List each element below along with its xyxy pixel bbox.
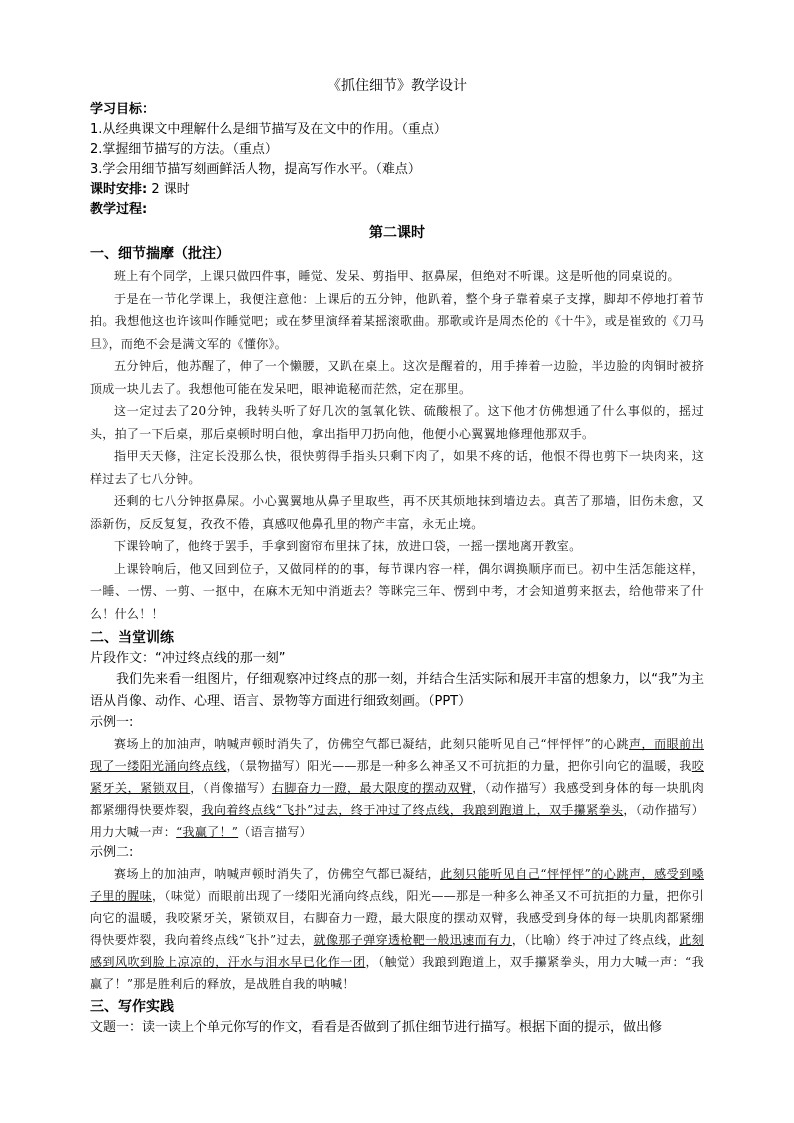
example2-underlined: 此刻只能听见自己“怦怦怦”的心跳声，感受到嗓子里的腥味: [90, 867, 704, 903]
lesson-title: 第二课时: [369, 225, 425, 241]
section3-text: 文题一：读一读上个单元你写的作文，看看是否做到了抓住细节进行描写。根据下面的提示，做出修: [90, 1020, 663, 1035]
section3-heading: 三、写作实践: [90, 999, 174, 1015]
example2-label: 示例二:: [90, 845, 134, 860]
section1-paragraph-7: 下课铃响了，他终于罢手，手拿到窗帘布里抹了抹，放进口袋，一摇一摆地离开教室。: [114, 539, 582, 553]
example1-underlined: 声，而眼前出现了一缕阳光涌向终点线: [90, 737, 704, 773]
section1-paragraph-2: 于是在一节化学课上，我便注意他：上课后的五分钟，他趴着，整个身子靠着桌子支撑，脚却不停地打着节拍。我想他这也许该叫作睡觉吧；或在梦里演绎着某摇滚歌曲。那歌或许是周杰伦的《十牛》，或是崔致的《刀马旦》，而绝不会是满文军的《懂你》。: [90, 291, 704, 351]
example1-label: 示例一:: [90, 715, 134, 730]
objective-item-2: 2.掌握细节描写的方法。（重点）: [90, 142, 278, 157]
section1-heading: 一、细节揣摩（批注）: [90, 246, 230, 262]
section1-paragraph-8: 上课铃响后，他又回到位子，又做同样的的事，每节课内容一样，偶尔调换顺序而已。初中生活怎能这样，一睡、一愣、一剪、一抠中，在麻木无知中消逝去？等眯完三年、愣到中考，才会知道剪来抠去，给他带来了什么！什么！！: [90, 561, 704, 621]
section1-paragraph-5: 指甲天天修，注定长没那么快，很快剪得手指头只剩下肉了，如果不疼的话，他恨不得也剪下一块肉来，这样过去了七八分钟。: [90, 449, 704, 486]
section1-paragraph-6: 还剩的七八分钟抠鼻屎。小心翼翼地从鼻子里取些，再不厌其烦地抹到墙边去。真苦了那墙，旧伤未愈，又添新伤，反反复复，孜孜不倦，真感叹他鼻孔里的物产丰富，永无止境。: [90, 494, 704, 531]
example2-segment: ，（触觉）我踉到跑道上，双手攥紧拳头，用力大喊一声：“我赢了！”那是胜利后的释放，是战胜自我的呐喊！: [90, 955, 704, 991]
document-page: [90, 74, 704, 1038]
section2-instruction: 我们先来看一组图片，仔细观察冲过终点的那一刻，并结合生活实际和展开丰富的想象力，以“我”为主语从肖像、动作、心理、语言、景物等方面进行细致刻画。（PPT）: [90, 672, 704, 709]
section1-paragraph-4: 这一定过去了20分钟，我转头听了好几次的氢氧化铁、硫酸根了。这下他才仿佛想通了什么事似的，摇过头，拍了一下后桌，那后桌顿时明白他，拿出指甲刀扔向他，他便小心翼翼地修理他那双手。: [90, 404, 704, 441]
example1-segment: （语言描写）: [238, 825, 312, 839]
example1-segment: ，（肖像描写）: [190, 781, 272, 795]
example1-segment: ，（景物描写）阳光——那是一种多么神圣又不可抗拒的力量，把你引向它的温暖，我: [226, 759, 692, 773]
example1-underlined: “我赢了！”: [176, 825, 239, 839]
example1-segment: ，（动作描写）用力大喊一声：: [90, 803, 704, 839]
example2-underlined: 此刻感到风吹到脸上凉凉的，汗水与泪水早已化作一团: [90, 933, 704, 969]
example1-text: [90, 733, 704, 843]
objective-item-1: 1.从经典课文中理解什么是细节描写及在文中的作用。（重点）: [90, 122, 447, 137]
section1-paragraph-1: 班上有个同学，上课只做四件事，睡觉、发呆、剪指甲、抠鼻屎，但绝对不听课。这是听他的同桌说的。: [114, 269, 680, 283]
example2-segment: ，（比喻）终于冲过了终点线，: [511, 933, 680, 947]
example2-segment: ，（味觉）而眼前出现了一缕阳光涌向终点线，阳光——那是一种多么神圣又不可抗拒的力量，把你引向它的温暖，我咬紧牙关，紧锁双目，右脚奋力一蹬，最大限度的摆动双臂，我感受到身体的每一块肌肉都紧绷得快要炸裂，我向着终点线“飞扑”过去，: [90, 889, 704, 947]
example2-segment: 赛场上的加油声，呐喊声顿时消失了，仿佛空气都已凝结，: [114, 867, 441, 881]
example1-segment: 赛场上的加油声，呐喊声顿时消失了，仿佛空气都已凝结，此刻只能听见自己“怦怦怦”的心跳: [114, 737, 629, 751]
process-label: 教学过程:: [90, 202, 148, 217]
section2-prompt: 片段作文：“冲过终点线的那一刻”: [90, 651, 286, 666]
document-title: 《抓住细节》教学设计: [327, 78, 467, 94]
section1-paragraph-3: 五分钟后，他苏醒了，伸了一个懒腰，又趴在桌上。这次是醒着的，用手捧着一边脸，半边脸的肉铜时被挤顶成一块儿去了。我想他可能在发呆吧，眼神诡秘而茫然，定在那里。: [90, 359, 704, 396]
example2-text: [90, 863, 704, 995]
example1-underlined: 右脚奋力一蹬，最大限度的摆动双臂: [271, 781, 473, 795]
example1-segment: ，（动作描写）我感受到身体的每一块肌肉都紧绷得快要炸裂，: [90, 781, 704, 817]
schedule-label: 课时安排:: [90, 182, 148, 197]
schedule-value: 2 课时: [147, 182, 190, 197]
example2-underlined: 就像那子弹穿透枪靶一般迅速而有力: [313, 933, 512, 947]
schedule-line: [90, 180, 704, 200]
section2-heading: 二、当堂训练: [90, 630, 174, 646]
example1-underlined: 咬紧牙关，紧锁双目: [90, 759, 704, 795]
objective-item-3: 3.学会用细节描写刻画鲜活人物，提高写作水平。（难点）: [90, 162, 421, 177]
objectives-heading: 学习目标：: [90, 102, 156, 117]
example1-underlined: 我向着终点线“飞扑”过去，终于冲过了终点线，我踉到跑道上，双手攥紧拳头: [201, 803, 624, 817]
